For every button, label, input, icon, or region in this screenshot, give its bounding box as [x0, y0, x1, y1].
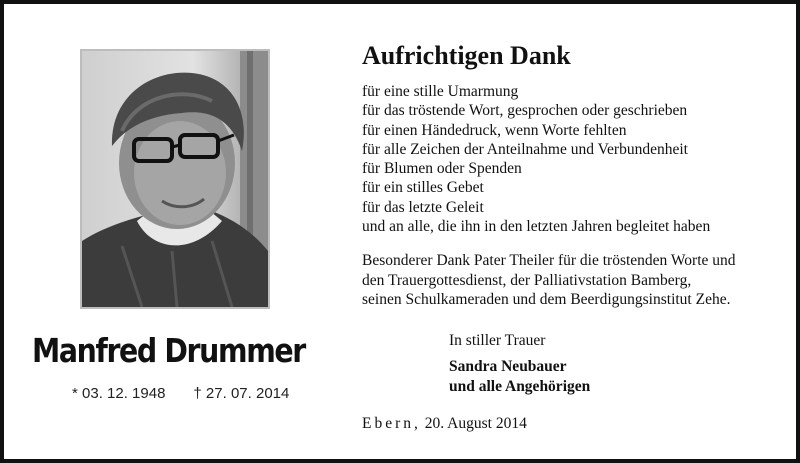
death-date: † 27. 07. 2014 [193, 385, 290, 402]
gratitude-line: und an alle, die ihn in den letzten Jahren begleitet haben [362, 218, 711, 236]
place: Ebern, [362, 415, 421, 432]
mourning-label: In stiller Trauer [449, 332, 546, 349]
special-thanks-line: den Trauergottesdienst, der Palliativstation Bamberg, [362, 271, 692, 289]
birth-date: * 03. 12. 1948 [72, 385, 166, 402]
gratitude-line: für das tröstende Wort, gesprochen oder geschrieben [362, 102, 688, 120]
special-thanks-line: seinen Schulkameraden und dem Beerdigungsinstitut Zehe. [362, 291, 731, 308]
gratitude-line: für eine stille Umarmung [362, 83, 519, 100]
gratitude-line: für alle Zeichen der Anteilnahme und Verbundenheit [362, 140, 688, 158]
special-thanks-paragraph [362, 251, 736, 310]
mourner-name: Sandra Neubauer [449, 358, 567, 375]
notice-date: 20. August 2014 [424, 415, 527, 432]
mourner-name: und alle Angehörigen [449, 377, 591, 395]
gratitude-line: für ein stilles Gebet [362, 179, 484, 197]
special-thanks-line: Besonderer Dank Pater Theiler für die tröstenden Worte und [362, 252, 736, 269]
gratitude-line: für Blumen oder Spenden [362, 160, 522, 178]
mourners-list [449, 357, 590, 396]
gratitude-list [362, 82, 710, 236]
gratitude-line: für das letzte Geleit [362, 198, 484, 216]
place-date-line [362, 415, 527, 433]
notice-heading: Aufrichtigen Dank [362, 41, 571, 70]
portrait-photo [80, 49, 270, 309]
deceased-name: Manfred Drummer [32, 331, 305, 370]
gratitude-line: für einen Händedruck, wenn Worte fehlten [362, 121, 627, 139]
life-dates [72, 385, 289, 402]
